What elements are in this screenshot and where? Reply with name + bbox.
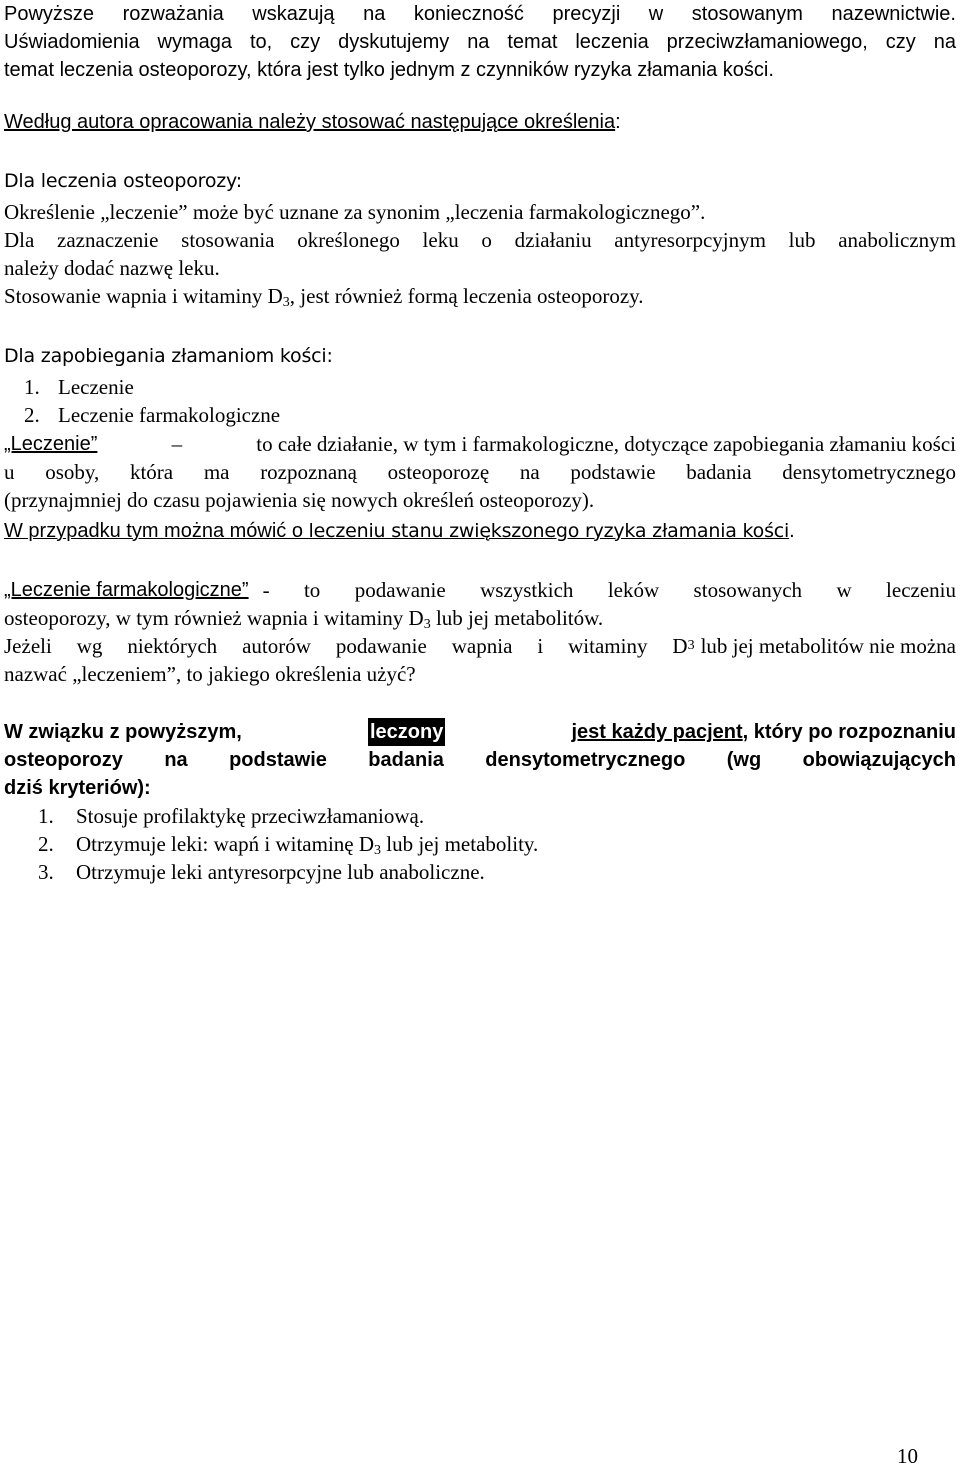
definition-leczenie-farmakologiczne [4, 576, 956, 688]
paragraph-text: Stosowanie wapnia i witaminy D [4, 284, 283, 308]
conclusion-line [4, 746, 956, 774]
list-text: Leczenie [58, 375, 134, 399]
paragraph-line: należy dodać nazwę leku. [4, 256, 220, 280]
conclusion-underlined-text: jest każdy pacjent [571, 721, 743, 743]
conclusion-line [4, 718, 956, 746]
list-item [4, 401, 956, 429]
list-item [4, 830, 956, 858]
intro-line [4, 0, 956, 28]
list-text: Leczenie farmakologiczne [58, 403, 281, 427]
paragraph-text: Jeżeli wg niektórych autorów podawanie wapnia i witaminy D [4, 634, 688, 658]
conclusion-text: , który po rozpoznaniu [742, 721, 956, 743]
intro-line-2: Uświadomienia wymaga to, czy dyskutujemy na temat leczenia przeciwzłamaniowego, czy na [4, 31, 956, 53]
paragraph-line [4, 632, 956, 660]
section-heading: Dla leczenia osteoporozy: [4, 170, 242, 192]
note-emphasis: leczeniu stanu zwiększonego ryzyka złamania kości [308, 520, 790, 542]
intro-line [4, 56, 956, 84]
definition-note [4, 520, 956, 548]
paragraph-line [4, 458, 956, 486]
list-number: 1. [38, 804, 54, 828]
paragraph-text: to całe działanie, w tym i farmakologiczne, dotyczące zapobiegania złamaniu kości [256, 432, 956, 456]
paragraph-text: , jest również formą leczenia osteoporozy. [289, 284, 644, 308]
paragraph-text: Dla zaznaczenie stosowania określonego leku o działaniu antyresorpcyjnym lub anabolicznym [4, 228, 956, 252]
list-text-part: lub jej metabolity. [381, 832, 539, 856]
note-text: W przypadku tym można mówić o [4, 520, 309, 542]
intro-line-3: temat leczenia osteoporozy, która jest tylko jednym z czynników ryzyka złamania kości. [4, 59, 774, 81]
conclusion-text: W związku z powyższym, [4, 721, 242, 743]
intro-line [4, 28, 956, 56]
paragraph-line [4, 576, 956, 604]
definition-term: „Leczenie farmakologiczne” [4, 579, 249, 601]
dash: – [171, 432, 183, 456]
conclusion [4, 718, 956, 802]
list-number: 2. [24, 403, 40, 427]
list-number: 1. [24, 375, 40, 399]
author-heading-colon: : [615, 111, 621, 133]
definition-term: „Leczenie” [4, 433, 98, 455]
definition-leczenie [4, 430, 956, 548]
paragraph-line [4, 604, 956, 632]
list-text-part: Otrzymuje leki: wapń i witaminę D [76, 832, 375, 856]
author-heading [4, 108, 956, 136]
list-text [76, 830, 538, 858]
list-item [4, 802, 956, 830]
paragraph-text: lub jej metabolitów. [430, 606, 604, 630]
author-heading-text: Według autora opracowania należy stosować następujące określenia [4, 111, 616, 133]
list-number: 3. [38, 860, 54, 884]
subscript: 3 [687, 638, 695, 653]
intro-paragraph [4, 0, 956, 84]
section-heading: Dla zapobiegania złamaniom kości: [4, 345, 333, 367]
note-period: . [789, 520, 795, 542]
paragraph-text: u osoby, która ma rozpoznaną osteoporozę na podstawie badania densytometrycznego [4, 460, 956, 484]
paragraph-line: Określenie „leczenie” może być uznane za synonim „leczenia farmakologicznego”. [4, 200, 706, 224]
conclusion-list [4, 802, 956, 886]
paragraph-text: - to podawanie wszystkich leków stosowanych w leczeniu [262, 578, 956, 602]
conclusion-text: osteoporozy na podstawie badania densytometrycznego (wg obowiązujących [4, 749, 956, 771]
osteoporosis-section [4, 170, 956, 310]
paragraph-line [4, 282, 956, 310]
list-item [4, 373, 956, 401]
paragraph-line: (przynajmniej do czasu pojawienia się nowych określeń osteoporozy). [4, 488, 595, 512]
subscript: 3 [374, 843, 382, 858]
paragraph-line [4, 226, 956, 254]
conclusion-line: dziś kryteriów): [4, 777, 151, 799]
paragraph-text: osteoporozy, w tym również wapnia i witaminy D [4, 606, 424, 630]
highlighted-word: leczony [368, 718, 445, 746]
prevention-section [4, 345, 956, 429]
paragraph-line [4, 430, 956, 458]
paragraph-line: nazwać „leczeniem”, to jakiego określenia użyć? [4, 662, 416, 686]
list-text: Stosuje profilaktykę przeciwzłamaniową. [76, 804, 425, 828]
subscript: 3 [423, 617, 431, 632]
page-number: 10 [897, 1444, 918, 1468]
intro-line-1: Powyższe rozważania wskazują na konieczność precyzji w stosowanym nazewnictwie. [4, 3, 956, 25]
conclusion-underlined [571, 718, 956, 746]
subscript: 3 [282, 295, 290, 310]
paragraph-text: lub jej metabolitów nie można [700, 634, 956, 658]
list-text: Otrzymuje leki antyresorpcyjne lub anaboliczne. [76, 860, 485, 884]
list-item [4, 858, 956, 886]
list-number: 2. [38, 832, 54, 856]
